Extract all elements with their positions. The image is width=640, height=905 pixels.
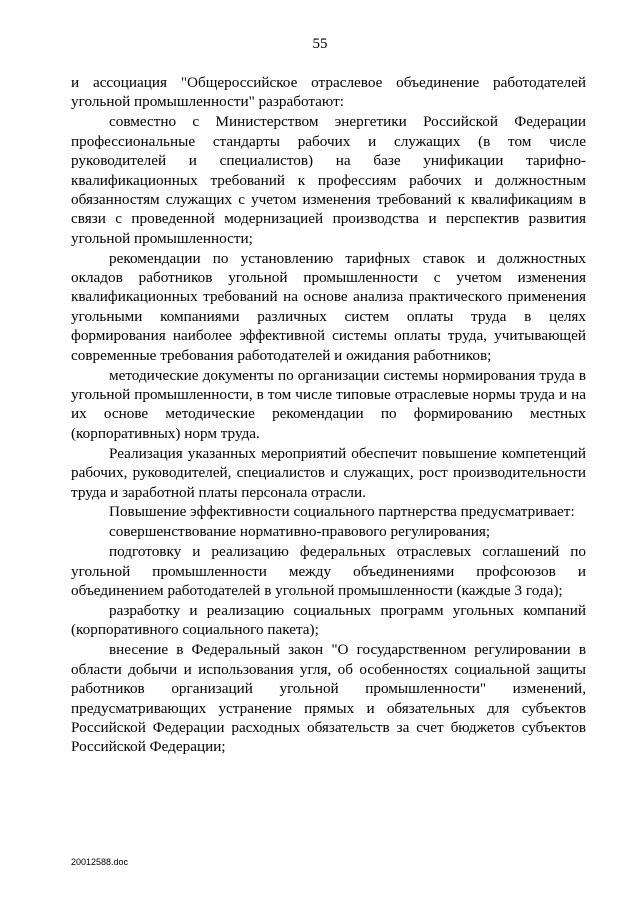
body-text — [71, 73, 586, 757]
paragraph: методические документы по организации системы нормирования труда в угольной промышленности, в том числе типовые отраслевые нормы труда и на их основе методические рекомендации по формированию местных (корпоративных) норм труда. — [71, 366, 586, 442]
paragraph: и ассоциация "Общероссийское отраслевое объединение работодателей угольной промышленности" разработают: — [71, 74, 586, 111]
paragraph: внесение в Федеральный закон "О государственном регулировании в области добычи и использования угля, об особенностях социальной защиты работников организаций угольной промышленности" изменений, предусматривающих устранение прямых и обязательных для субъектов Российской Федерации расходных обязательств за счет бюджетов субъектов Российской Федерации; — [71, 641, 586, 756]
paragraph: совместно с Министерством энергетики Российской Федерации профессиональные стандарты рабочих и служащих (в том числе руководителей и специалистов) на базе унификации тарифно-квалификационных требований к профессиям рабочих и должностным обязанностям служащих с учетом изменения требований к квалификациям в связи с проведенной модернизацией производства и перспектив развития угольной промышленности; — [71, 113, 586, 247]
paragraph: Реализация указанных мероприятий обеспечит повышение компетенций рабочих, руководителей, специалистов и служащих, рост производительности труда и заработной платы персонала отрасли. — [71, 444, 586, 501]
paragraph: подготовку и реализацию федеральных отраслевых соглашений по угольной промышленности между объединениями профсоюзов и объединением работодателей в угольной промышленности (каждые 3 года); — [71, 543, 586, 600]
footer-filename: 20012588.doc — [71, 857, 129, 867]
paragraph: совершенствование нормативно-правового регулирования; — [109, 523, 491, 541]
page-number: 55 — [312, 36, 328, 52]
paragraph: Повышение эффективности социального партнерства предусматривает: — [109, 503, 575, 521]
paragraph: разработку и реализацию социальных программ угольных компаний (корпоративного социального пакета); — [71, 601, 586, 639]
paragraph: рекомендации по установлению тарифных ставок и должностных окладов работников угольной промышленности с учетом изменения квалификационных требований на основе анализа практического применения угольными компаниями различных систем оплаты труда в целях формирования наиболее эффективной системы оплаты труда, учитывающей современные требования работодателей и ожидания работников; — [71, 249, 586, 364]
